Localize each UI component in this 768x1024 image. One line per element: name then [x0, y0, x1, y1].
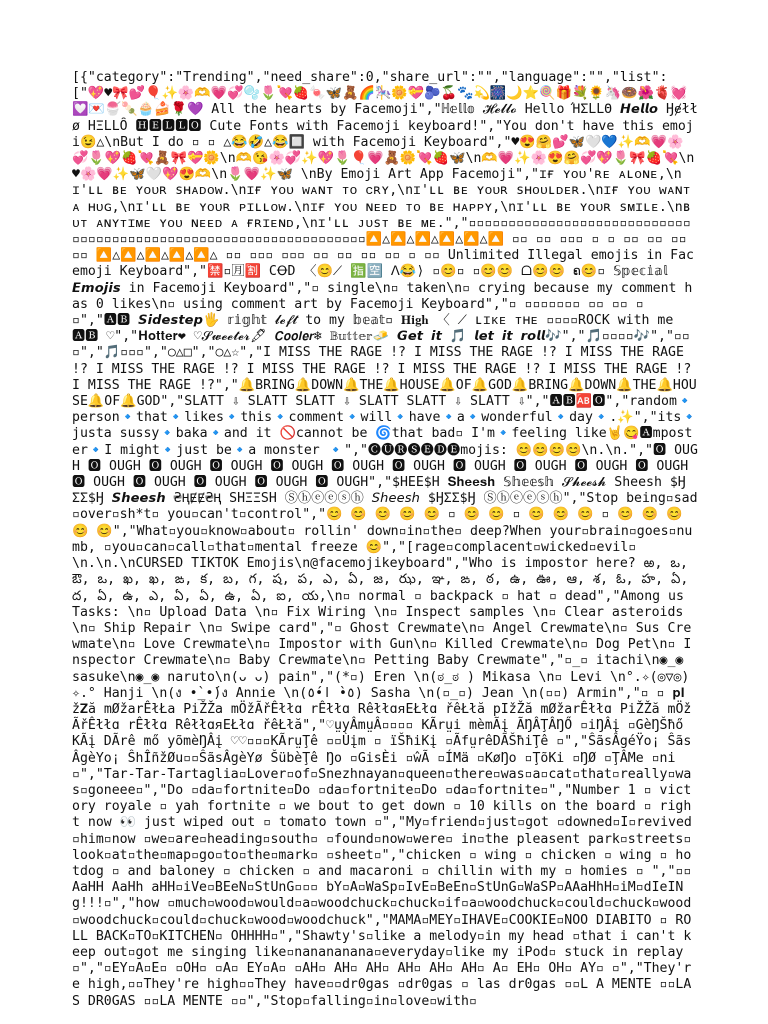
raw-json-text: [{"category":"Trending","need_share":0,"share_url":"","language":"","list": ["💖♥🎀💕🎈✨🌸🫶💗💞🫧🌷💘🍓🍬🦋🧸🌈🎠🌼💝🫐🍒🐾💫🎆🌙⭐🍭🎁💐🌻🦄🍩🌺🫀💓💟💌🍧🍡🧁🍰🌹💜 All the hearts by Facemoji","ℍ𝕖𝕝𝕝𝕠 𝓗𝓮𝓵𝓵𝓸 Hello ΉΣLLΘ 𝙃𝙚𝙡𝙡𝙤 Ӈɇłłø HΞLLȎ 🅷🅴🅻🅻🅾 Cute Fonts with Facemoji keyboard!","You don't have this emoji😉△\nBut I do ▫ ▫ △😂🤣△😂🔲 with Facemoji Keyboard","♥😍🤗💕🦋🤍💙✨🫶💗🌸💞🌷💖🍓💘🧸🎀💝🌼\n🫶😘🌸💞✨💖🌷🎈💗🧸🌼💘🍓🦋\n🫶💗✨🌸😍🤗💞💖🌷🎀🍓💘\n♥🌸💗✨🦋🤍💖😍🫶\n🌷💗✨🦋 \nBy Emoji Art App Facemoji","ɪғ ʏᴏᴜ'ʀᴇ ᴀʟᴏɴᴇ,\nɪ'ʟʟ ʙᴇ ʏᴏᴜʀ sʜᴀᴅᴏᴡ.\nɪғ ʏᴏᴜ ᴡᴀɴᴛ ᴛᴏ ᴄʀʏ,\nɪ'ʟʟ ʙᴇ ʏᴏᴜʀ sʜᴏᴜʟᴅᴇʀ.\nɪғ ʏᴏᴜ ᴡᴀɴᴛ ᴀ ʜᴜɢ,\nɪ'ʟʟ ʙᴇ ʏᴏᴜʀ ᴘɪʟʟᴏᴡ.\nɪғ ʏᴏᴜ ɴᴇᴇᴅ ᴛᴏ ʙᴇ ʜᴀᴘᴘʏ,\nɪ'ʟʟ ʙᴇ ʏᴏᴜʀ sᴍɪʟᴇ.\nʙᴜᴛ ᴀɴʏᴛɪᴍᴇ ʏᴏᴜ ɴᴇᴇᴅ ᴀ ғʀɪᴇɴᴅ,\nɪ'ʟʟ ᴊᴜsᴛ ʙᴇ ᴍᴇ.","▫▫▫▫▫▫▫▫▫▫▫▫▫▫▫▫▫▫▫▫▫▫▫▫▫▫▫▫▫▫▫▫▫▫▫▫▫▫▫▫▫▫▫▫▫▫▫▫▫▫▫▫▫▫▫▫▫▫▫▫▫▫▫▫▫🔼△🔼△🔼△🔼△🔼△🔼 ▫▫ ▫▫ ▫▫▫ ▫ ▫ ▫▫ ▫▫ ▫▫ ▫▫ 🔼△🔼△🔼△🔼△🔼△ ▫▫ ▫▫▫ ▫▫▫ ▫▫ ▫▫ ▫▫ ▫▫ ▫ ▫▫ Unlimited Illegal emojis in Facemoji Keyboard","🈲▫🈷🈹 CꝊD 〈😊⟋ 🈯🈳 ᐱ😂⟩ ▫😊▫ ▫😊😊 ᗝ😊😊 ຄ😊▫ 𝕊𝕡𝕖𝕔𝕚𝕒𝕝 𝙀𝙢𝙤𝙟𝙞𝙨 in Facemoji Keyboard","▫ single\n▫ taken\n▫ crying because my comment has 0 likes\n▫ using comment art by Facemoji Keyboard","▫ ▫▫▫▫▫▫▫ ▫▫ ▫▫ ▫▫","🅰🅱 𝙎𝙞𝙙𝙚𝙨𝙩𝙚𝙥🖐 𝕣𝕚𝕘𝕙𝕥 𝓵𝓮𝓯𝓽 to my 𝕓𝕖𝕒𝕥▫ 𝐇𝐢𝐠𝐡 〈 ⟋ ʟɪᴋᴇ ᴛʜᴇ ▫▫▫▫ROCK with me 🅰🅱 ♡","𝐇𝐨𝐭𝐭𝐞𝐫❤ ♡𝓢𝔀𝓮𝓮𝓽𝓮𝓻🖋 𝘾𝙤𝙤𝙡𝙚𝙧❄ 𝔹𝕦𝕥𝕥𝕖𝕣🧈 𝙂𝙚𝙩 𝙞𝙩 🎵 𝙡𝙚𝙩 𝙞𝙩 𝙧𝙤𝙡𝙡🎶","🎵▫▫▫▫🎶","▫▫▫","🎵▫▫▫","○△□","○△☆","I MISS THE RAGE !? I MISS THE RAGE !? I MISS THE RAGE !? I MISS THE RAGE !? I MISS THE RAGE !? I MISS THE RAGE !? I MISS THE RAGE !? I MISS THE RAGE !?","🔔BRING🔔DOWN🔔THE🔔HOUSE🔔OF🔔GOD🔔BRING🔔DOWN🔔THE🔔HOUSE🔔OF🔔GOD","SLATT ⇩ SLATT SLATT ⇩ SLATT SLATT ⇩ SLATT ⇩","🅰🅱🆎🅾","random🔹person🔹that🔹likes🔹this🔹comment🔹will🔹have🔹a🔹wonderful🔹day🔹.✨","its🔹justa sussy🔹baka🔹and it 🚫cannot be 🌀that bad▫ I'm🔹feeling like🤘😋🅰mposter🔹I might🔹just be🔹a monster 🔹","🅒🅤🅡🅢🅔🅓🅔mojis: 😊😊😊😊\n.\n.","🅾 OUGH 🅾 OUGH 🅾 OUGH 🅾 OUGH 🅾 OUGH 🅾 OUGH 🅾 OUGH 🅾 OUGH 🅾 OUGH 🅾 OUGH 🅾 OUGH 🅾 OUGH 🅾 OUGH 🅾 OUGH 🅾 OUGH 🅾 OUGH","$HEE$H 𝐒𝐡𝐞𝐞𝐬𝐡 𝕊𝕙𝕖𝕖𝕤𝕙 𝓢𝓱𝓮𝓮𝓼𝓱 Sheesh $Ӈ ΣΣ$Ӈ 𝙎𝙝𝙚𝙚𝙨𝙝 ₴ⱧɆɆ₴Ⱨ SHΞΞSH Ⓢⓗⓔⓔⓢⓗ 𝘚𝘩𝘦𝘦𝘴𝘩 $ӇΣΣ$Ӈ Ⓢⓗⓔⓔⓢⓗ","Stop being▫sad▫over▫sh*t▫ you▫can't▫control","😊 😊 😊 😊 😊 ▫ 😊 😊 ▫ 😊 😊 😊 ▫ 😊 😊 😊 😊 😊","What▫you▫know▫about▫ rollin' down▫in▫the▫ deep?When your▫brain▫goes▫numb, ▫you▫can▫call▫that▫mental freeze 😊","[rage▫complacent▫wicked▫evil▫\n.\n.\nCURSED TIKTOK Emojis\n@facemojikeyboard","Who is impostor here? ఱ, ఒ, ఔ, ఒ, ఖ, ఖ, ఙ, క, బ, గ, ష, ప, ఎ, ఏ, జ, ఝ, ఞ, ఙ, ఠ, ఉ, ఊ, ఆ, శ, ఓ, హ, ఏ, ద, ఏ, ఉ, ఎ, ఏ, ఏ, ఉ, ఏ, ఐ, య,\n▫ normal ▫ backpack ▫ hat ▫ dead","Among us Tasks: \n▫ Upload Data \n▫ Fix Wiring \n▫ Inspect samples \n▫ Clear asteroids \n▫ Ship Repair \n▫ Swipe card","▫ Ghost Crewmate\n▫ Angel Crewmate\n▫ Sus Crewmate\n▫ Love Crewmate\n▫ Impostor with Gun\n▫ Killed Crewmate\n▫ Dog Pet\n▫ Inspector Crewmate\n▫ Baby Crewmate\n▫ Petting Baby Crewmate","▫_▫ itachi\n◉_◉ sasuke\n◉_◉ naruto\n(ᴗ ᴗ) pain","(*▫) Eren \n(ಠ_ಠ ) Mikasa \n▫ Levi \n°.✧(◎▽◎)✧.° Hanji \n(ง •̀_•́)ง Annie \n(٥•̀ ا•́٥) Sasha \n(▫_▫) Jean \n(▫▫) Armin","▫ ▫ 𝐩𝐈ž𝐙ă mØžarÊłŁa PiŽŽa mÖžÃřÊłłɑ rÊłłɑ RêłłɑᴙEŁłɑ řêŁłă pIžŽă mØžarÊłłɑ PiŽŽă mÖžÃřÊłłɑ rÊłłɑ RêłłɑᴙEŁłɑ řêŁłă","♡ṳyÂmṳÂ▫▫▫▫ KÃrṳi mèmÃį ÃŊÂŢÂŊŐ ▫iŊÂį ▫GèŊŠħő KÃį DÃrê mő yõmèŊÂį ♡♡▫▫▫KÃrṳŢê ▫▫Ùįm ▫ ïŠħiKį ▫ÃfṳrêDÃŠħiŢê ▫","ŜãsÂgéŸo¡ ŜãsÂgèYo¡ ŜhÎñžØu▫▫ŜãsÂgèYø ŠübèŢê Ŋo ▫GisÈi ▫ŵÃ ▫ÍMä ▫KøŊo ▫ŢõKi ▫ŊØ ▫ŢÂMe ▫ni ▫","Tar-Tar-Tartaglia▫Lover▫of▫Snezhnayan▫queen▫there▫was▫a▫cat▫that▫really▫was▫goneee▫","Do ▫da▫fortnite▫Do ▫da▫fortnite▫Do ▫da▫fortnite▫","Number 1 ▫ victory royale ▫ yah fortnite ▫ we bout to get down ▫ 10 kills on the board ▫ right now 👀 just wiped out ▫ tomato town ▫","My▫friend▫just▫got ▫downed▫I▫revived ▫him▫now ▫we▫are▫heading▫south▫ ▫found▫now▫were▫ in▫the pleasent park▫streets▫look▫at▫the▫map▫go▫to▫the▫mark▫ ▫sheet▫","chicken ▫ wing ▫ chicken ▫ wing ▫ hotdog ▫ and baloney ▫ chicken ▫ and macaroni ▫ chillin with my ▫ homies ▫ ","▫▫AaHH AaHh aHH▫iVe▫BEeN▫StUnG▫▫▫ bY▫A▫WaSp▫IvE▫BeEn▫StUnG▫WaSP▫AAaHhH▫iM▫dIeINg!!!▫","how ▫much▫wood▫would▫a▫woodchuck▫chuck▫if▫a▫woodchuck▫could▫chuck▫wood▫woodchuck▫could▫chuck▫wood▫woodchuck","MAMA▫MEY▫IHAVE▫COOKIE▫NOO DIABITO ▫ ROLL BACK▫TO▫KITCHEN▫ OHHHH▫","Shawty's▫like a melody▫in my head ▫that i can't keep out▫got me singing like▫nanananana▫everyday▫like my iPod▫ stuck in replay▫","▫EY▫A▫E▫ ▫OH▫ ▫A▫ EY▫A▫ ▫AH▫ AH▫ AH▫ AH▫ AH▫ AH▫ A▫ EH▫ OH▫ AY▫ ▫","They're high,▫▫They're high▫▫They have▫▫dr0gas ▫dr0gas ▫ las dr0gas ▫▫L A MENTE ▫▫LAS DR0GAS ▫▫LA MENTE ▫▫","Stop▫falling▫in▫love▫with▫: [72, 70, 698, 1009]
